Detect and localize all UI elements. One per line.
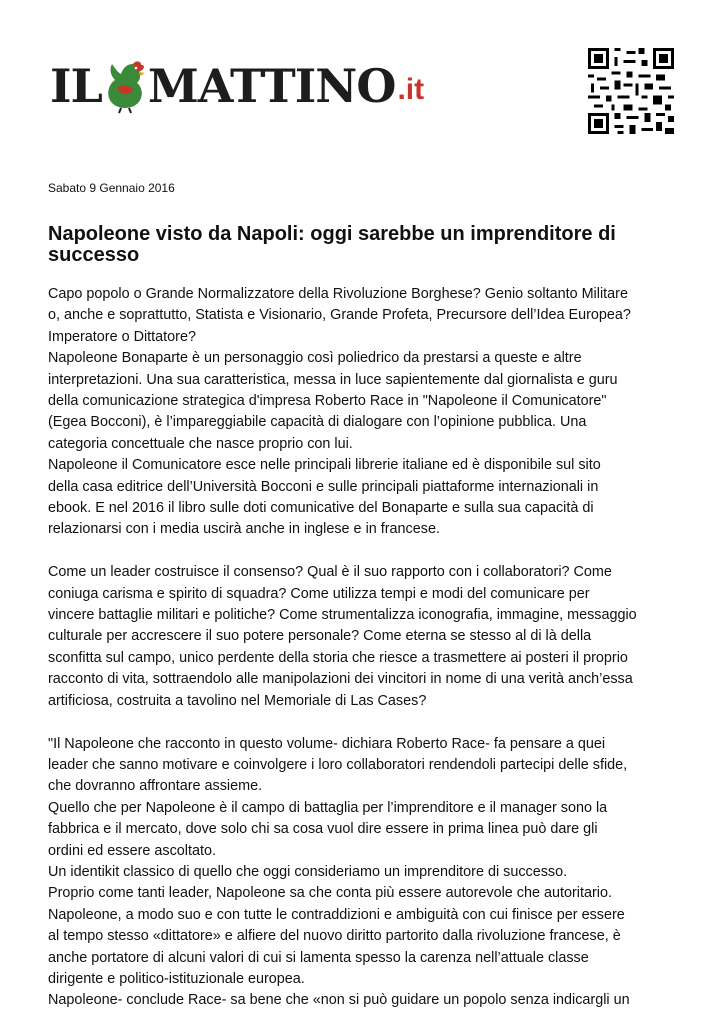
logo-suffix-it: .it xyxy=(397,73,425,106)
body-text-line: (Egea Bocconi), è l’impareggiabile capacità di dialogare con l’opinione pubblica. Una xyxy=(48,414,587,431)
body-text-line: sconfitta sul campo, unico perdente della storia che riesce a trasmettere ai posteri il proprio xyxy=(48,649,628,666)
body-text-line: culturale per accrescere il suo potere personale? Come eterna se stesso al di là della xyxy=(48,628,592,645)
body-text-line: vincere battaglie militari e politiche? Come strumentalizza iconografia, immagine, messaggio xyxy=(48,607,637,624)
body-text-line: della comunicazione strategica d'impresa Roberto Race in "Napoleone il Comunicatore" xyxy=(48,393,607,410)
article-body xyxy=(48,284,676,1012)
rooster-icon xyxy=(103,58,147,114)
logo-text-mattino: MATTINO xyxy=(147,59,396,113)
body-text-line: Napoleone, a modo suo e con tutte le contraddizioni e ambiguità con cui finisce per essere xyxy=(48,906,625,923)
body-text-line: della casa editrice dell’Università Bocconi e sulle principali piattaforme internazionali in xyxy=(48,478,599,495)
body-text-line: racconto di vita, sottraendolo alle manipolazioni dei vincitori in nome di una verità anch’essa xyxy=(48,671,633,688)
body-text-line: Napoleone Bonaparte è un personaggio così poliedrico da prestarsi a queste e altre xyxy=(48,350,582,367)
body-text-line: relazionarsi con i media uscirà anche in inglese e in francese. xyxy=(48,521,440,538)
body-text-line: Napoleone il Comunicatore esce nelle principali librerie italiane ed è disponibile sul sito xyxy=(48,457,601,474)
paragraph-gap xyxy=(48,712,676,733)
body-text-line: Quello che per Napoleone è il campo di battaglia per l’imprenditore e il manager sono la xyxy=(48,799,608,816)
body-text-line: dirigente e politico-istituzionale europea. xyxy=(48,970,305,987)
body-text-line: al tempo stesso «dittatore» e alfiere del nuovo diritto partorito dalla rivoluzione francese, è xyxy=(48,928,621,945)
body-text-line: ebook. E nel 2016 il libro sulle doti comunicative del Bonaparte e sulla sua capacità di xyxy=(48,500,594,517)
body-text-line: coniuga carisma e spirito di squadra? Come utilizza tempi e modi del comunicare per xyxy=(48,585,590,602)
body-text-line: Un identikit classico di quello che oggi consideriamo un imprenditore di successo. xyxy=(48,863,568,880)
il-mattino-logo[interactable] xyxy=(50,56,424,116)
body-text-line: Proprio come tanti leader, Napoleone sa che conta più essere autorevole che autoritario. xyxy=(48,885,612,902)
paragraph-gap xyxy=(48,541,676,562)
body-text-line: fabbrica e il mercato, dove solo chi sa cosa vuol dire essere in prima linea può dare gli xyxy=(48,821,598,838)
body-text-line: ordini ed essere ascoltato. xyxy=(48,842,216,859)
body-text-line: o, anche e soprattutto, Statista e Visionario, Grande Profeta, Precursore dell’Idea Europea? xyxy=(48,307,631,324)
body-text-line: artificiosa, costruita a tavolino nel Memoriale di Las Cases? xyxy=(48,692,427,709)
body-text-line: Imperatore o Dittatore? xyxy=(48,328,196,345)
body-text-line: categoria concettuale che nasce proprio con lui. xyxy=(48,435,353,452)
body-text-line: Napoleone- conclude Race- sa bene che «non si può guidare un popolo senza indicargli un xyxy=(48,992,630,1009)
body-text-line: Capo popolo o Grande Normalizzatore della Rivoluzione Borghese? Genio soltanto Militare xyxy=(48,286,628,302)
body-text-line: "Il Napoleone che racconto in questo volume- dichiara Roberto Race- fa pensare a quei xyxy=(48,735,606,752)
qr-code-icon xyxy=(588,48,674,134)
logo-text-il: IL xyxy=(50,59,102,113)
article-title: Napoleone visto da Napoli: oggi sarebbe un imprenditore di successo xyxy=(48,223,616,266)
body-text-line: che dovranno affrontare assieme. xyxy=(48,778,263,795)
body-text-line: interpretazioni. Una sua caratteristica, messa in luce sapientemente dal giornalista e guru xyxy=(48,371,618,388)
body-text-line: leader che sanno motivare e coinvolgere i loro collaboratori rendendoli partecipi delle sfide, xyxy=(48,756,628,773)
body-text-line: Come un leader costruisce il consenso? Qual è il suo rapporto con i collaboratori? Come xyxy=(48,564,612,581)
body-text-line: anche portatore di alcuni valori di cui si lamenta spesso la carenza nell’attuale classe xyxy=(48,949,589,966)
article-date: Sabato 9 Gennaio 2016 xyxy=(48,181,175,195)
page-header xyxy=(50,48,674,138)
